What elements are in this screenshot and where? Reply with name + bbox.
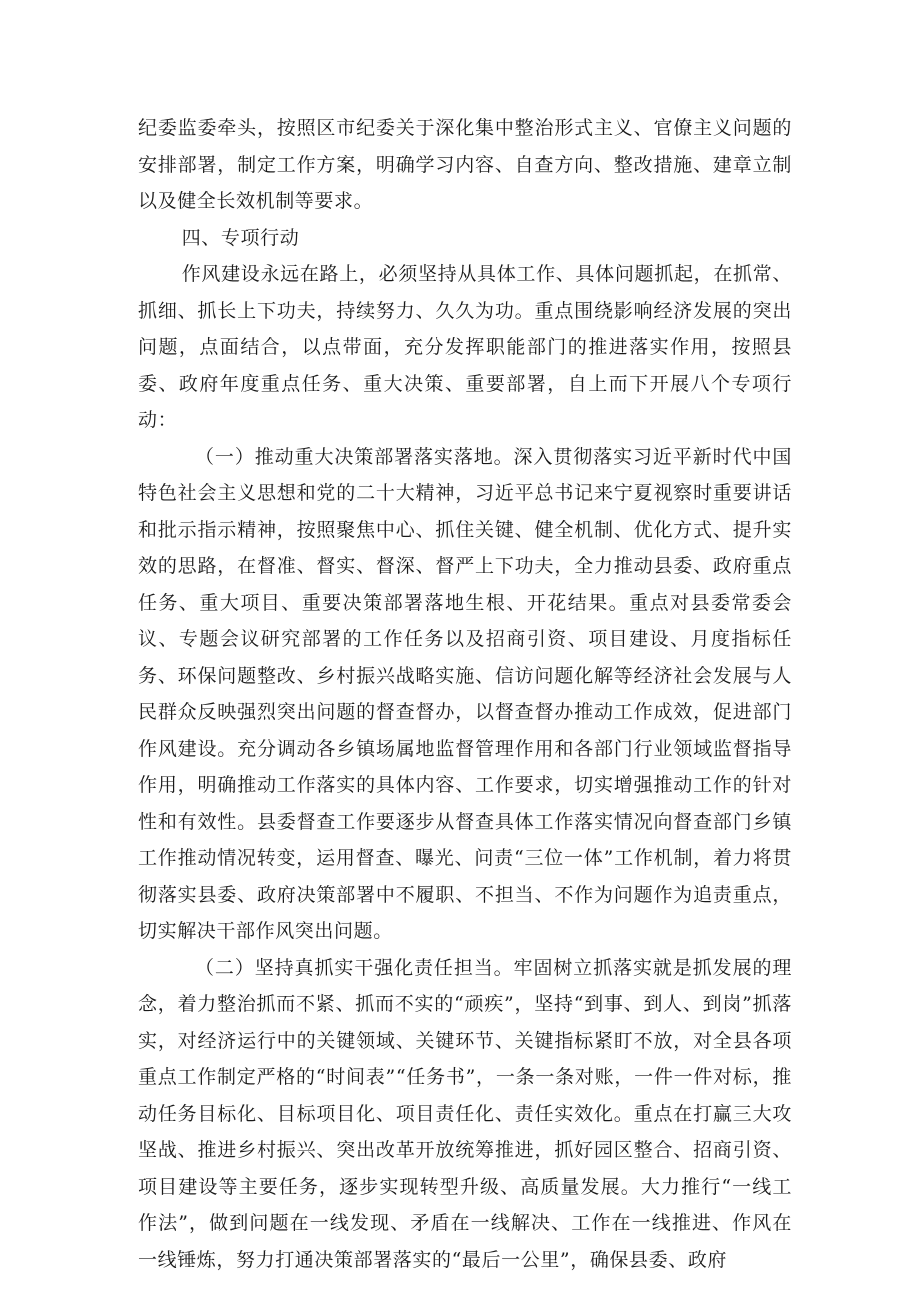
document-body xyxy=(138,110,792,1278)
paragraph-intro: 作风建设永远在路上，必须坚持从具体工作、具体问题抓起，在抓常、抓细、抓长上下功夫，持续努力、久久为功。重点围绕影响经济发展的突出问题，点面结合，以点带面，充分发挥职能部门的推进落实作用，按照县委、政府年度重点任务、重大决策、重要部署，自上而下开展八个专项行动： xyxy=(138,263,792,431)
paragraph-item-2: （二）坚持真抓实干强化责任担当。牢固树立抓落实就是抓发展的理念，着力整治抓而不紧、抓而不实的“顽疾”，坚持“到事、到人、到岗”抓落实，对经济运行中的关键领域、关键环节、关键指标紧盯不放，对全县各项重点工作制定严格的“时间表”“任务书”，一条一条对账，一件一件对标，推动任务目标化、目标项目化、项目责任化、责任实效化。重点在打赢三大攻坚战、推进乡村振兴、突出改革开放统筹推进，抓好园区整合、招商引资、项目建设等主要任务，逐步实现转型升级、高质量发展。大力推行“一线工作法”，做到问题在一线发现、矛盾在一线解决、工作在一线推进、作风在一线锤炼，努力打通决策部署落实的“最后一公里”，确保县委、政府 xyxy=(138,956,792,1271)
paragraph-continuation: 纪委监委牵头，按照区市纪委关于深化集中整治形式主义、官僚主义问题的安排部署，制定工作方案，明确学习内容、自查方向、整改措施、建章立制以及健全长效机制等要求。 xyxy=(138,117,792,212)
section-heading-special-actions: 四、专项行动 xyxy=(181,226,300,249)
paragraph-item-1: （一）推动重大决策部署落实落地。深入贯彻落实习近平新时代中国特色社会主义思想和党的二十大精神，习近平总书记来宁夏视察时重要讲话和批示指示精神，按照聚焦中心、抓住关键、健全机制、优化方式、提升实效的思路，在督准、督实、督深、督严上下功夫，全力推动县委、政府重点任务、重大项目、重要决策部署落地生根、开花结果。重点对县委常委会议、专题会议研究部署的工作任务以及招商引资、项目建设、月度指标任务、环保问题整改、乡村振兴战略实施、信访问题化解等经济社会发展与人民群众反映强烈突出问题的督查督办，以督查督办推动工作成效，促进部门作风建设。充分调动各乡镇场属地监督管理作用和各部门行业领域监督指导作用，明确推动工作落实的具体内容、工作要求，切实增强推动工作的针对性和有效性。县委督查工作要逐步从督查具体工作落实情况向督查部门乡镇工作推动情况转变，运用督查、曝光、问责“三位一体”工作机制，着力将贯彻落实县委、政府决策部署中不履职、不担当、不作为问题作为追责重点，切实解决干部作风突出问题。 xyxy=(138,445,792,942)
